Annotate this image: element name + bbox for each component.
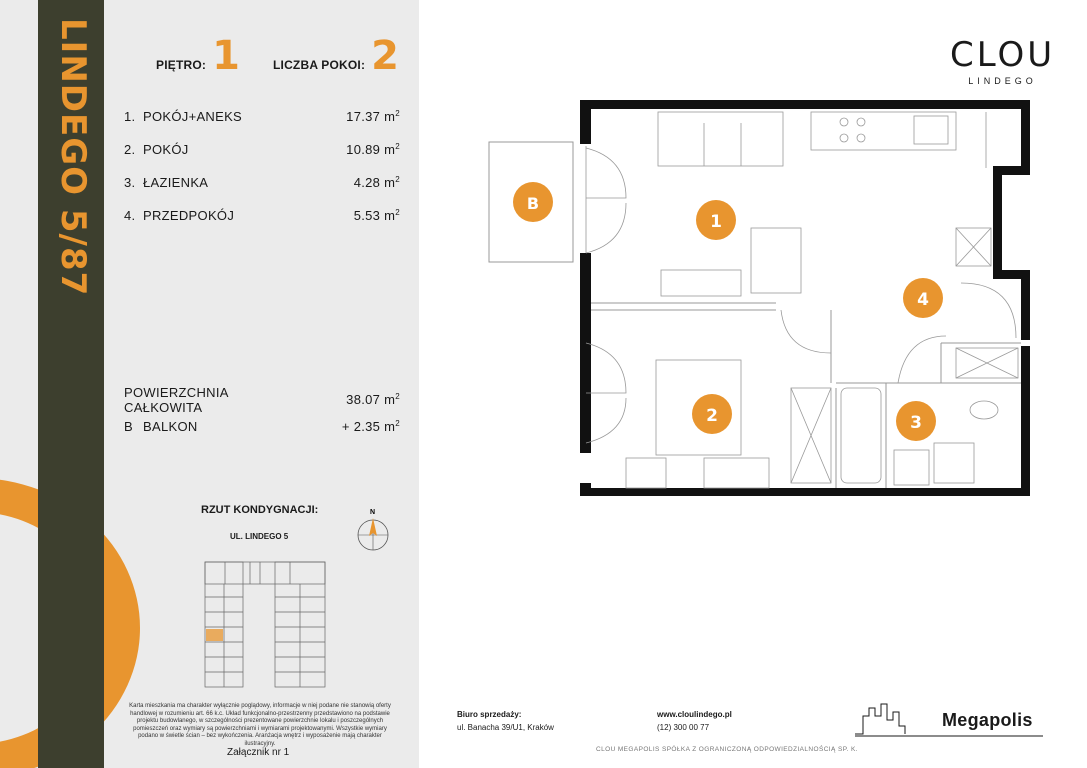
- room-number: 3.: [124, 175, 136, 190]
- room-area: 5.53 $m^2$: [353, 208, 400, 223]
- svg-text:2: 2: [706, 406, 718, 426]
- floor-value: 1: [212, 33, 241, 79]
- balcony-row: [124, 413, 400, 440]
- totals: [124, 386, 400, 440]
- floor-stat: [156, 33, 241, 79]
- info-panel: [0, 0, 419, 768]
- developer-name: Megapolis: [942, 710, 1033, 730]
- room-area: 4.28 $m^2$: [353, 175, 400, 190]
- room-row: [124, 133, 400, 166]
- compass-icon: [355, 506, 391, 552]
- disclaimer-text: Karta mieszkania ma charakter wyłącznie poglądowy, informacje w niej podane nie stanowią oferty handlowej w rozumieniu art. 66 k.c. Układ funkcjonalno-przestrzenny przedstawiono na podstawie projektu budowlanego, w szczególności prezentowane powierzchnie lokalu i poszczególnych pomieszczeń oraz wymiary są powierzchniami i wymiarami projektowanymi. Wszystkie wymiary podano w świetle ścian – bez wykończenia. Aranżacja wnętrz i wyposażenie mają charakter ilustracyjny.: [129, 703, 391, 747]
- street-label: UL. LINDEGO 5: [230, 532, 289, 541]
- apartment-title: LINDEGO 5/87: [53, 18, 93, 297]
- total-area-label: POWIERZCHNIA CAŁKOWITA: [124, 384, 228, 415]
- svg-text:4: 4: [917, 290, 929, 310]
- svg-text:3: 3: [910, 413, 922, 433]
- balcony-area: + 2.35 $m^2$: [341, 419, 400, 434]
- rooms-count-label: LICZBA POKOI:: [273, 58, 366, 72]
- room-area: 10.89 $m^2$: [346, 142, 400, 157]
- floor-label: PIĘTRO:: [156, 58, 207, 72]
- phone-number: (12) 300 00 77: [657, 723, 710, 732]
- room-number: 2.: [124, 142, 136, 157]
- svg-text:1: 1: [710, 212, 722, 232]
- room-number: 4.: [124, 208, 136, 223]
- room-markers: [513, 182, 943, 441]
- sales-office: [457, 708, 554, 734]
- interior-walls: [591, 303, 1021, 488]
- total-area-row: [124, 386, 400, 413]
- contact-info: [657, 708, 732, 734]
- exterior-walls: [580, 100, 1030, 496]
- sales-address: ul. Banacha 39/U1, Kraków: [457, 723, 554, 732]
- room-name: ŁAZIENKA: [143, 175, 209, 190]
- balcony-label: BALKON: [143, 419, 198, 434]
- room-name: POKÓJ: [143, 142, 189, 157]
- balcony-code: B: [124, 419, 133, 434]
- logo-sub: LINDEGO: [968, 76, 1037, 86]
- doors: [586, 146, 1016, 443]
- logo-brand: CLOU: [950, 35, 1056, 75]
- room-name: PRZEDPOKÓJ: [143, 208, 235, 223]
- rooms-count-value: 2: [371, 33, 400, 79]
- sales-label: Biuro sprzedaży:: [457, 710, 522, 719]
- website-link[interactable]: www.cloulindego.pl: [657, 710, 732, 719]
- company-name: CLOU MEGAPOLIS SPÓŁKA Z OGRANICZONĄ ODPOWIEDZIALNOŚCIĄ SP. K.: [596, 746, 858, 753]
- furniture: [626, 112, 1018, 488]
- building-keyplan: [200, 557, 330, 692]
- rooms-count-stat: [273, 33, 400, 79]
- floor-plan-title: RZUT KONDYGNACJI:: [201, 504, 319, 516]
- room-list: [124, 100, 400, 232]
- svg-text:N: N: [370, 509, 376, 516]
- svg-text:B: B: [526, 194, 540, 213]
- room-row: [124, 166, 400, 199]
- room-area: 17.37 $m^2$: [346, 109, 400, 124]
- total-area-value: 38.07 $m^2$: [346, 392, 400, 407]
- room-row: [124, 100, 400, 133]
- room-number: 1.: [124, 109, 136, 124]
- apartment-floor-plan: [486, 98, 1036, 498]
- annex-label: Załącznik nr 1: [227, 747, 290, 758]
- room-row: [124, 199, 400, 232]
- room-name: POKÓJ+ANEKS: [143, 109, 243, 124]
- clou-logo: [950, 35, 1056, 86]
